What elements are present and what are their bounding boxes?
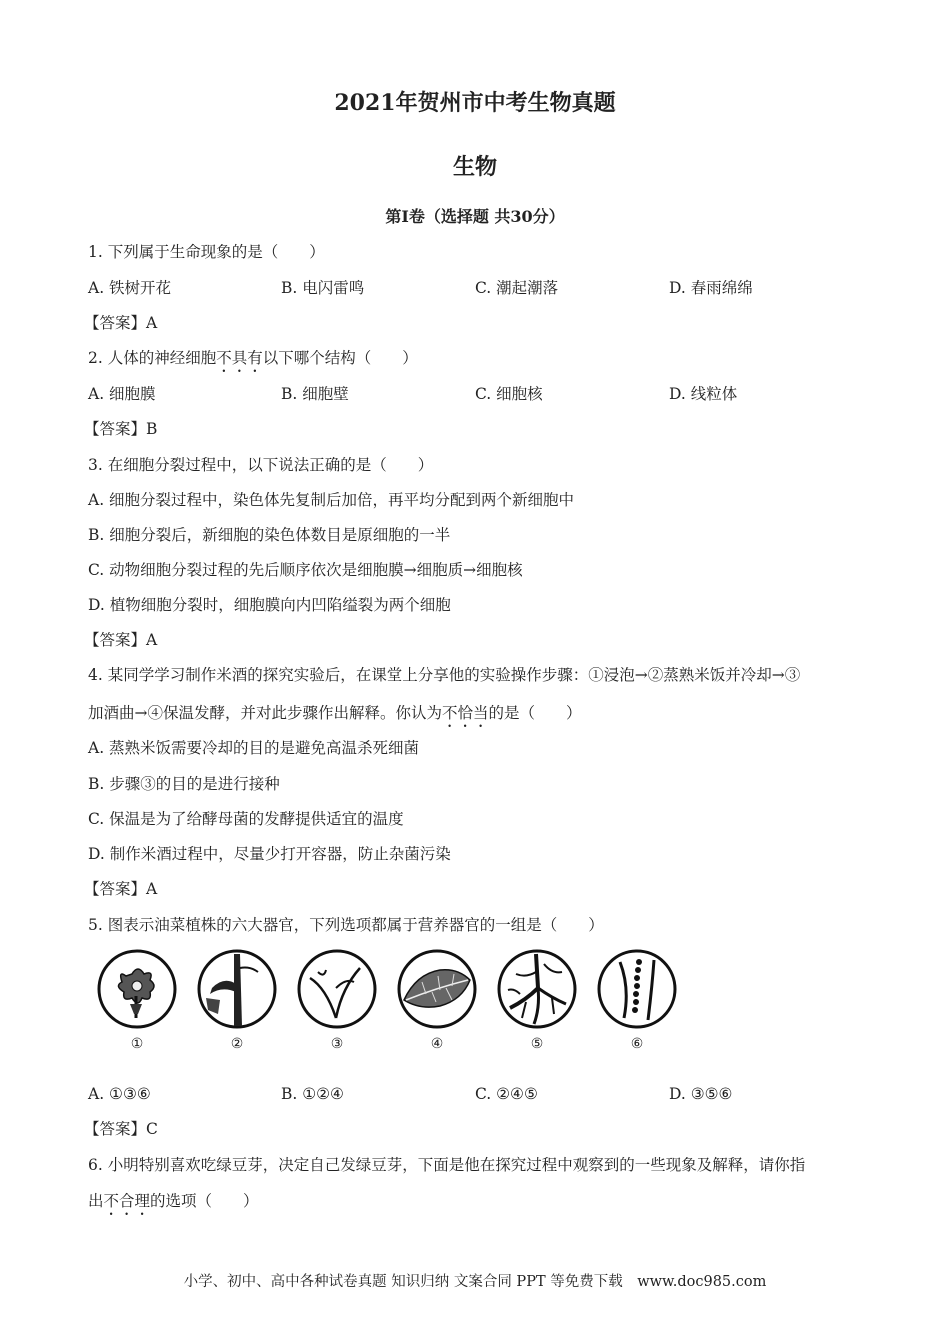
emphasis-text: 不恰当 <box>442 704 489 722</box>
figure-label-3: ③ <box>330 1036 344 1052</box>
q1-option-b: B. 电闪雷鸣 <box>281 279 365 297</box>
emphasis-text: 不具有 <box>216 349 263 367</box>
subject-title: 生物 <box>452 154 497 180</box>
q5-answer: 【答案】C <box>84 1120 158 1138</box>
section-title: 第Ⅰ卷（选择题 共30分） <box>385 207 565 226</box>
figure-label-2: ② <box>230 1036 244 1052</box>
q1-option-c: C. 潮起潮落 <box>475 279 559 297</box>
q3-option-c: C. 动物细胞分裂过程的先后顺序依次是细胞膜→细胞质→细胞核 <box>88 561 523 579</box>
q1-option-d: D. 春雨绵绵 <box>669 279 753 297</box>
q5-option-c: C. ②④⑤ <box>475 1085 538 1103</box>
q6-stem-line1: 6. 小明特别喜欢吃绿豆芽，决定自己发绿豆芽，下面是他在探究过程中观察到的一些现象及解释，请你指 <box>88 1156 806 1174</box>
page-footer: 小学、初中、高中各种试卷真题 知识归纳 文案合同 PPT 等免费下载 www.doc985.com <box>183 1274 767 1290</box>
q4-answer: 【答案】A <box>84 880 158 898</box>
q4-option-b: B. 步骤③的目的是进行接种 <box>88 775 280 793</box>
q2-answer: 【答案】B <box>84 420 158 438</box>
figure-label-1: ① <box>130 1036 144 1052</box>
q2-option-a: A. 细胞膜 <box>88 385 156 403</box>
q6-stem-line2: 出不合理的选项（ ） <box>88 1192 259 1210</box>
exam-title: 2021年贺州市中考生物真题 <box>334 90 616 116</box>
q4-option-d: D. 制作米酒过程中，尽量少打开容器，防止杂菌污染 <box>88 845 451 863</box>
figure-label-5: ⑤ <box>530 1036 544 1052</box>
q3-option-b: B. 细胞分裂后，新细胞的染色体数目是原细胞的一半 <box>88 526 451 544</box>
plant-organs-figure <box>96 948 696 1058</box>
q1-stem: 1. 下列属于生命现象的是（ ） <box>88 243 325 261</box>
q3-option-a: A. 细胞分裂过程中，染色体先复制后加倍，再平均分配到两个新细胞中 <box>88 491 575 509</box>
q5-option-d: D. ③⑤⑥ <box>669 1085 733 1103</box>
q5-option-b: B. ①②④ <box>281 1085 344 1103</box>
q2-option-c: C. 细胞核 <box>475 385 543 403</box>
q5-option-a: A. ①③⑥ <box>88 1085 151 1103</box>
figure-label-4: ④ <box>430 1036 444 1052</box>
q4-option-c: C. 保温是为了给酵母菌的发酵提供适宜的温度 <box>88 810 404 828</box>
figure-label-6: ⑥ <box>630 1036 644 1052</box>
q1-option-a: A. 铁树开花 <box>88 279 172 297</box>
emphasis-text: 不合理 <box>103 1192 151 1210</box>
q2-option-d: D. 线粒体 <box>669 385 738 403</box>
q2-stem: 2. 人体的神经细胞不具有以下哪个结构（ ） <box>88 349 418 367</box>
q3-stem: 3. 在细胞分裂过程中，以下说法正确的是（ ） <box>88 456 434 474</box>
q3-option-d: D. 植物细胞分裂时，细胞膜向内凹陷缢裂为两个细胞 <box>88 596 451 614</box>
q5-stem: 5. 图表示油菜植株的六大器官，下列选项都属于营养器官的一组是（ ） <box>88 916 604 934</box>
q4-option-a: A. 蒸熟米饭需要冷却的目的是避免高温杀死细菌 <box>88 739 420 757</box>
q2-option-b: B. 细胞壁 <box>281 385 349 403</box>
q4-stem-line1: 4. 某同学学习制作米酒的探究实验后，在课堂上分享他的实验操作步骤：①浸泡→②蒸熟米饭并冷却→③ <box>88 666 801 684</box>
q4-stem-line2: 加酒曲→④保温发酵，并对此步骤作出解释。你认为不恰当的是（ ） <box>88 704 582 722</box>
q3-answer: 【答案】A <box>84 631 158 649</box>
q1-answer: 【答案】A <box>84 314 158 332</box>
